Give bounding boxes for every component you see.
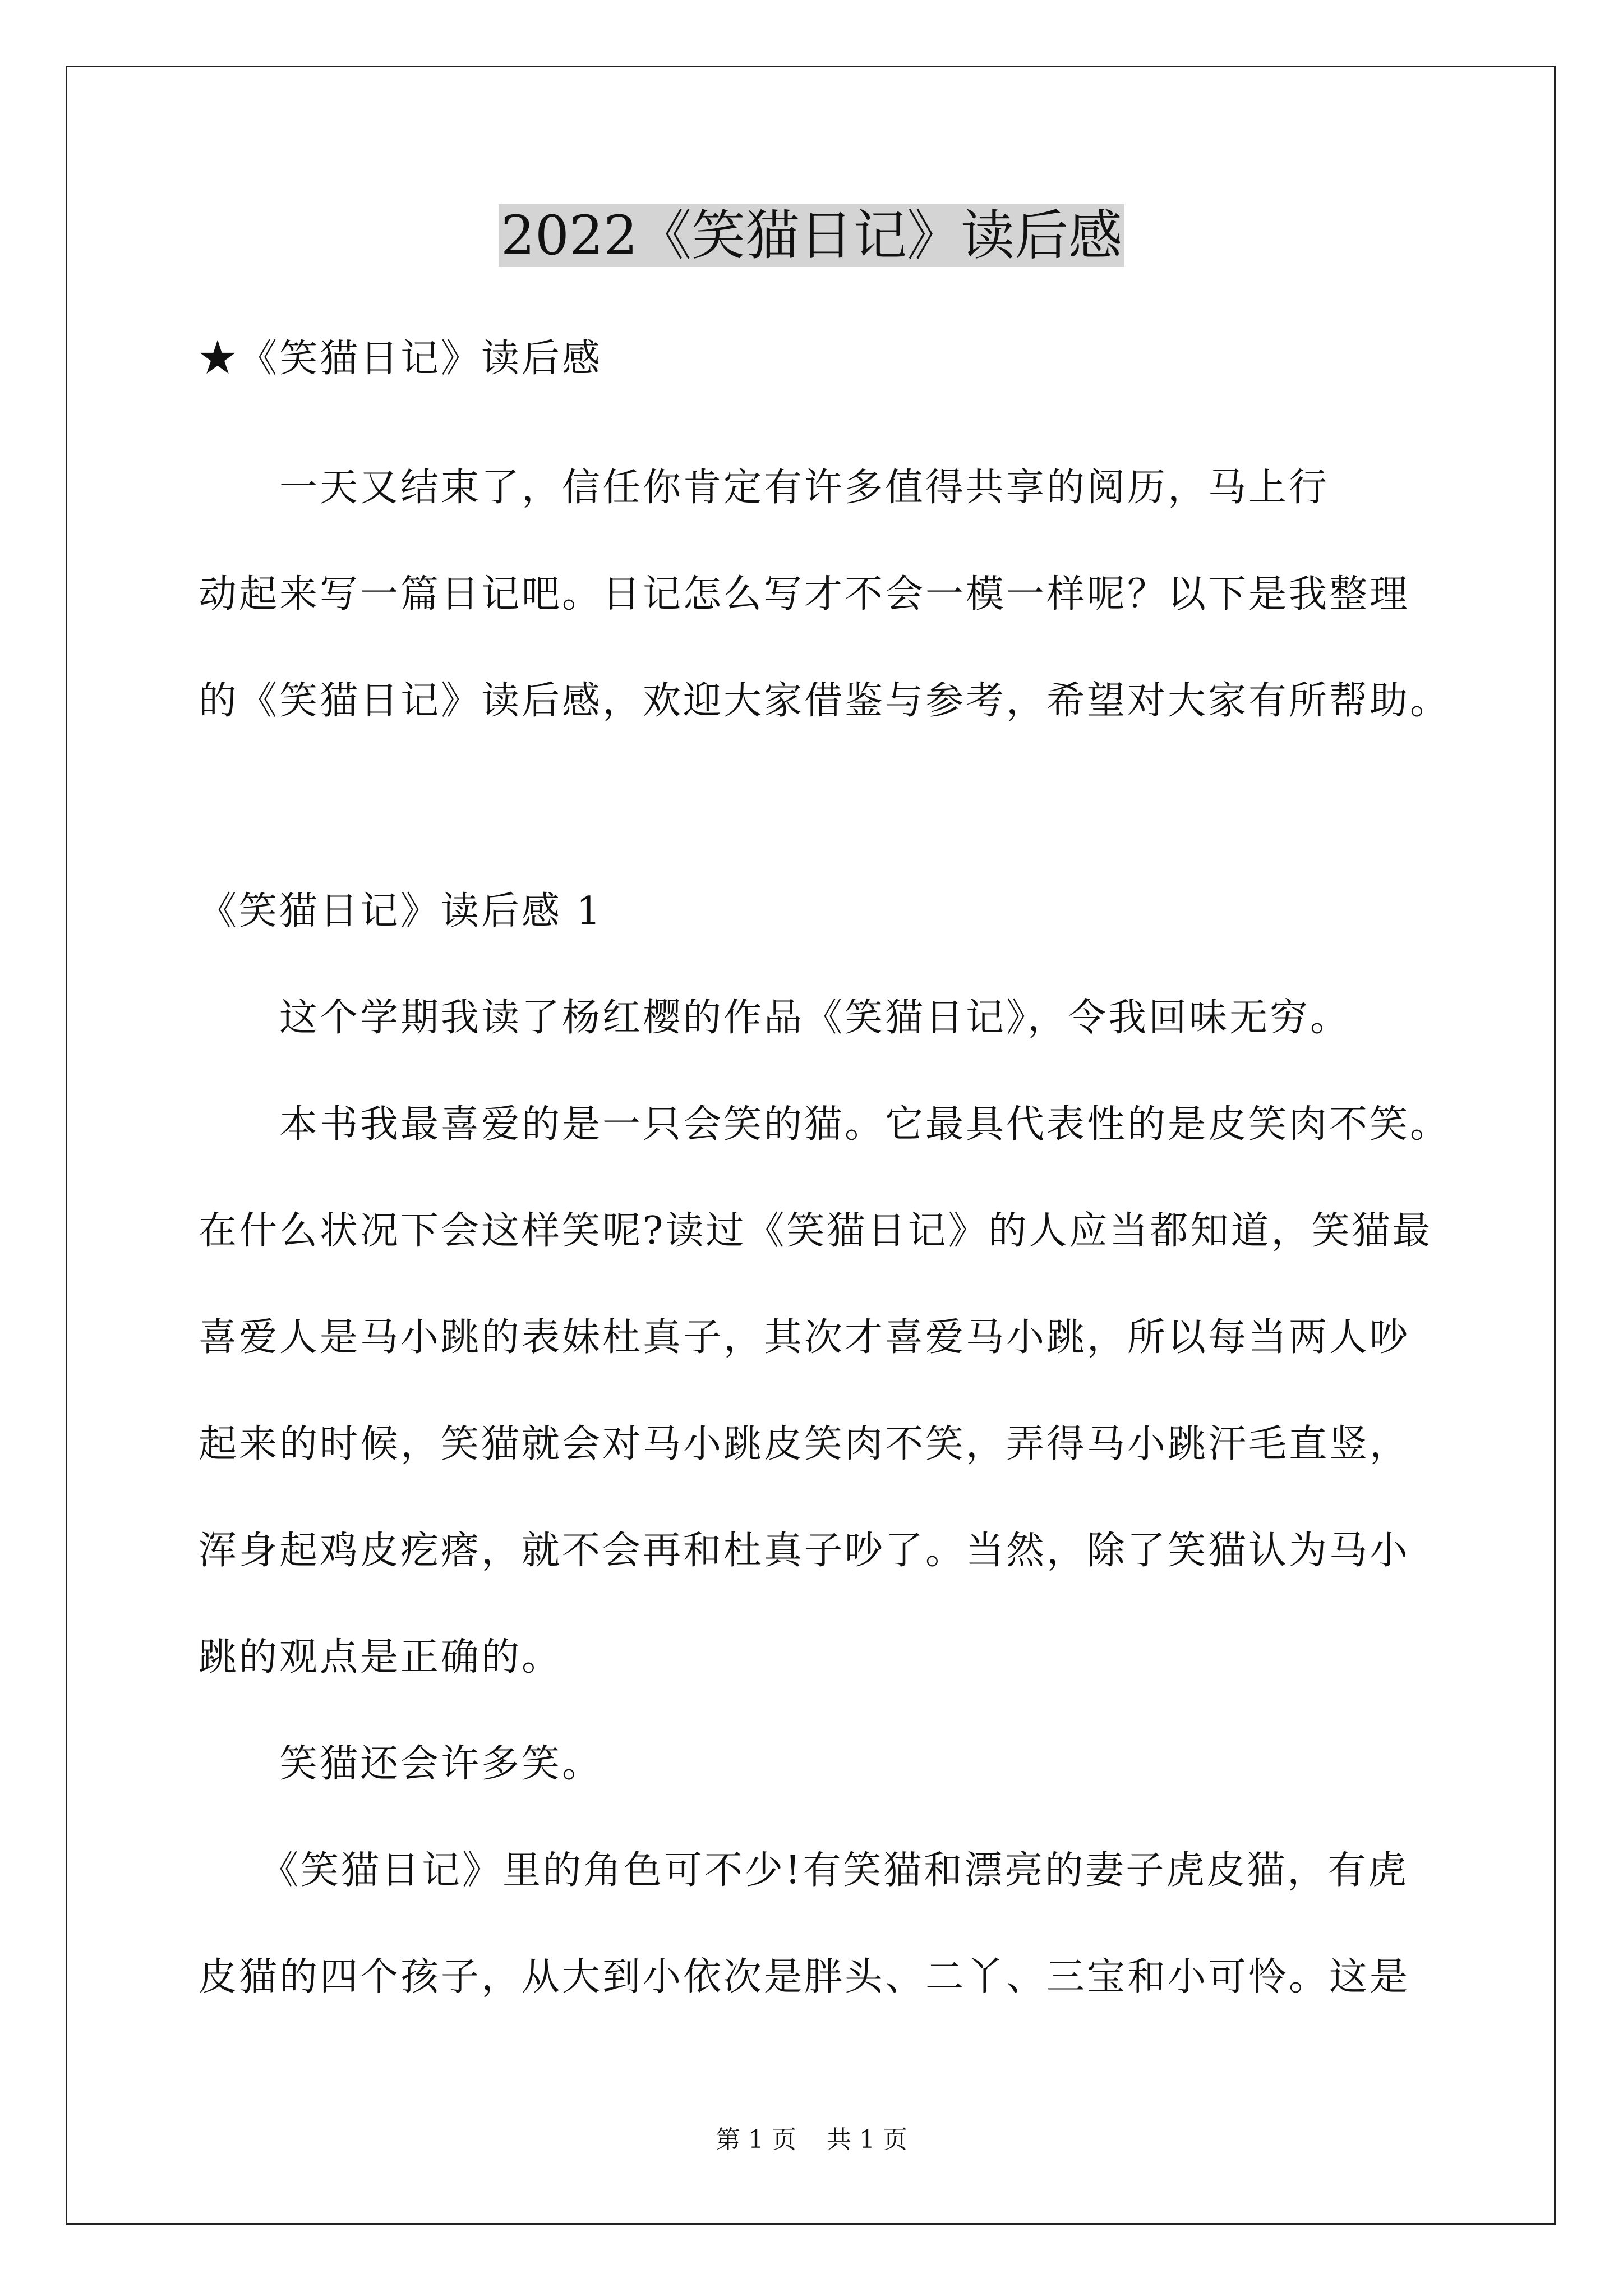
- paragraph-line: 动起来写一篇日记吧。日记怎么写才不会一模一样呢？以下是我整理: [199, 572, 1410, 616]
- subsection-heading: 《笑猫日记》读后感 1: [199, 889, 603, 933]
- page-total: 共 1 页: [827, 2125, 907, 2154]
- paragraph-line: 的《笑猫日记》读后感，欢迎大家借鉴与参考，希望对大家有所帮助。: [199, 679, 1451, 723]
- paragraph-line: 皮猫的四个孩子，从大到小依次是胖头、二丫、三宝和小可怜。这是: [199, 1955, 1410, 1999]
- paragraph-line: 本书我最喜爱的是一只会笑的猫。它最具代表性的是皮笑肉不笑。: [199, 1102, 1451, 1147]
- paragraph-line: 跳的观点是正确的。: [199, 1635, 562, 1680]
- page-number: 第 1 页: [716, 2125, 796, 2154]
- paragraph-line: 《笑猫日记》里的角色可不少!有笑猫和漂亮的妻子虎皮猫，有虎: [199, 1848, 1409, 1893]
- paragraph-line: 这个学期我读了杨红樱的作品《笑猫日记》，令我回味无穷。: [199, 996, 1351, 1040]
- page-footer: [0, 2123, 1623, 2157]
- paragraph-line: 一天又结束了，信任你肯定有许多值得共享的阅历，马上行: [199, 466, 1330, 510]
- paragraph-line: 起来的时候，笑猫就会对马小跳皮笑肉不笑，弄得马小跳汗毛直竖，: [199, 1422, 1410, 1466]
- paragraph-line: 浑身起鸡皮疙瘩，就不会再和杜真子吵了。当然，除了笑猫认为马小: [199, 1529, 1410, 1573]
- section-heading: ★《笑猫日记》读后感: [199, 337, 603, 381]
- title-text: 2022《笑猫日记》读后感: [499, 204, 1124, 267]
- paragraph-line: 在什么状况下会这样笑呢?读过《笑猫日记》的人应当都知道，笑猫最: [199, 1209, 1433, 1253]
- document-title: [0, 202, 1623, 269]
- paragraph-line: 笑猫还会许多笑。: [199, 1742, 603, 1786]
- paragraph-line: 喜爱人是马小跳的表妹杜真子，其次才喜爱马小跳，所以每当两人吵: [199, 1315, 1410, 1360]
